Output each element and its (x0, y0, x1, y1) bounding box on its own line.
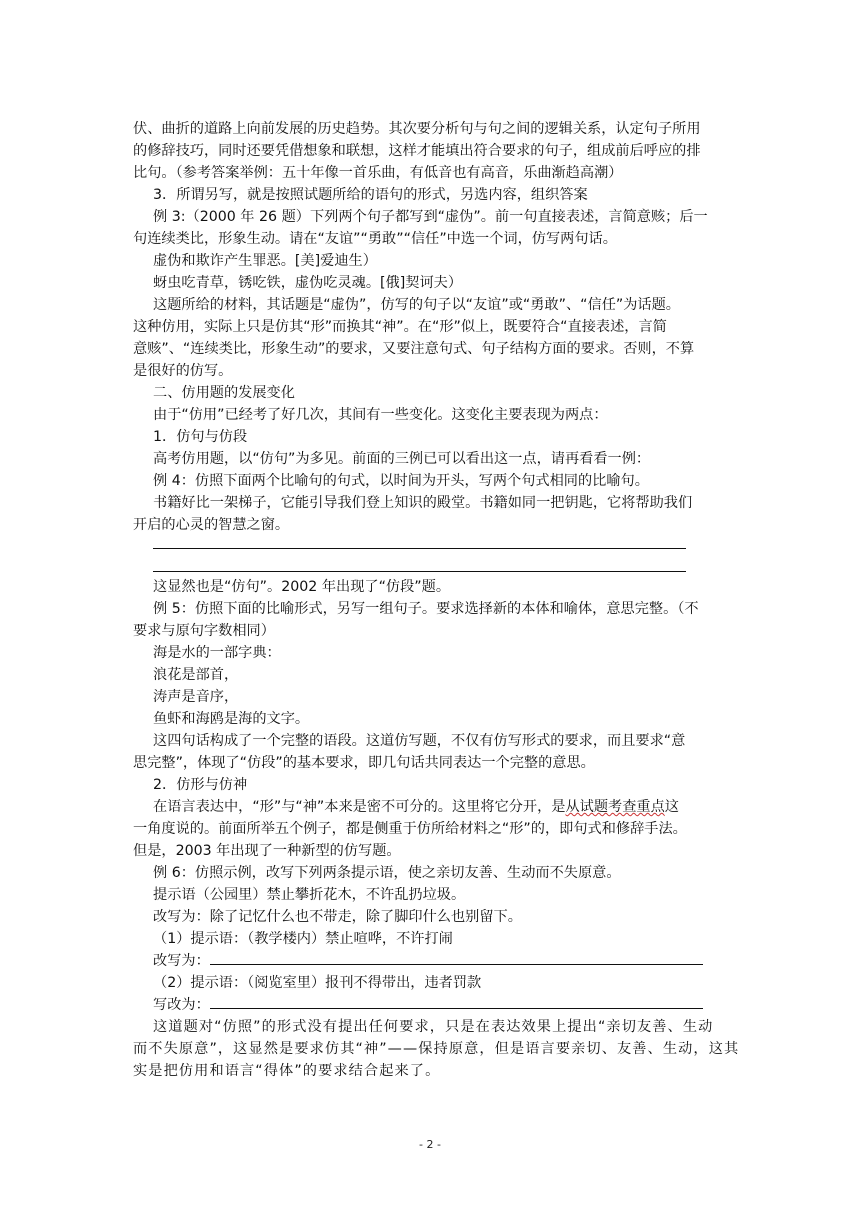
poem-line: 鱼虾和海鸥是海的文字。 (153, 711, 310, 727)
text-line: 是很好的仿写。 (133, 363, 233, 379)
section-heading-3: 3．所谓另写，就是按照试题所给的语句的形式，另选内容，组织答案 (153, 187, 588, 203)
text-line: 提示语（公园里）禁止攀折花木，不许乱扔垃圾。 (153, 887, 466, 903)
text-line: 这道题对“仿照”的形式没有提出任何要求，只是在表达效果上提出“亲切友善、生动 (153, 1019, 714, 1035)
prompt-item-2: （2）提示语：（阅览室里）报刊不得带出，违者罚款 (153, 975, 482, 991)
text-line: 实是把仿用和语言“得体”的要求结合起来了。 (133, 1063, 441, 1079)
paragraph-intro-continued (133, 118, 740, 536)
text-line (133, 796, 740, 818)
text-line: 由于“仿用”已经考了好几次，其间有一些变化。这变化主要表现为两点： (153, 407, 608, 423)
poem-line: 浪花是部首， (153, 667, 239, 683)
poem-line: 涛声是音序， (153, 689, 239, 705)
text-segment: 这 (664, 799, 679, 815)
text-line: 要求与原句字数相同） (133, 623, 275, 639)
text-line: 这种仿用，实际上只是仿其“形”而换其“神”。在“形”似上，既要符合“直接表述，言简 (133, 319, 667, 335)
prompt-item-1: （1）提示语：（教学楼内）禁止喧哗，不许打闹 (153, 931, 453, 947)
text-line: 的修辞技巧，同时还要凭借想象和联想，这样才能填出符合要求的句子，组成前后呼应的排 (133, 143, 701, 159)
quote-edison: 虚伪和欺诈产生罪恶。[美]爱迪生） (153, 253, 377, 269)
example-4-prompt: 例 4：仿照下面两个比喻句的句式，以时间为开头，写两个句式相同的比喻句。 (153, 473, 649, 489)
answer-line-2[interactable] (153, 571, 686, 572)
answer-label: 写改为： (153, 997, 210, 1013)
text-line: 而不失原意”，这显然是要求仿其“神”——保持原意，但是语言要亲切、友善、生动，这其 (133, 1041, 740, 1057)
example-3-prompt: 例 3:（2000 年 26 题）下列两个句子都写到“虚伪”。前一句直接表述，言简意赅；后一 (153, 209, 708, 225)
text-line: 思完整”，体现了“仿段”的基本要求，即几句话共同表达一个完整的意思。 (133, 755, 595, 771)
text-line: 比句。（参考答案举例：五十年像一首乐曲，有低音也有高音，乐曲渐趋高潮） (133, 165, 623, 181)
answer-row-1 (133, 950, 740, 972)
text-line: 伏、曲折的道路上向前发展的历史趋势。其次要分析句与句之间的逻辑关系，认定句子所用 (133, 121, 701, 137)
answer-line-1[interactable] (153, 548, 686, 549)
text-line: 这显然也是“仿句”。2002 年出现了“仿段”题。 (153, 579, 451, 595)
subsection-heading-1: 1．仿句与仿段 (153, 429, 248, 445)
answer-blank-2[interactable] (210, 994, 703, 1009)
answer-blank-1[interactable] (210, 950, 703, 965)
text-line: 句连续类比，形象生动。请在“友谊”“勇敢”“信任”中选一个词，仿写两句话。 (133, 231, 617, 247)
example-6-prompt: 例 6：仿照示例，改写下列两条提示语，使之亲切友善、生动而不失原意。 (153, 865, 621, 881)
section-heading-2: 二、仿用题的发展变化 (153, 385, 295, 401)
text-line: 意赅”、“连续类比，形象生动”的要求，又要注意句式、句子结构方面的要求。否则，不算 (133, 341, 695, 357)
text-line: 但是，2003 年出现了一种新型的仿写题。 (133, 843, 401, 859)
answer-row-2 (133, 994, 740, 1016)
paragraph-examples (133, 576, 740, 1082)
answer-label: 改写为： (153, 953, 210, 969)
quote-chekhov: 蚜虫吃青草，锈吃铁，虚伪吃灵魂。[俄]契诃夫） (153, 275, 463, 291)
example-5-prompt: 例 5：仿照下面的比喻形式，另写一组句子。要求选择新的本体和喻体，意思完整。（不 (153, 601, 699, 617)
text-line: 一角度说的。前面所举五个例子，都是侧重于仿所给材料之“形”的，即句式和修辞手法。 (133, 821, 687, 837)
text-line: 高考仿用题，以“仿句”为多见。前面的三例已可以看出这一点，请再看看一例： (153, 451, 651, 467)
text-line: 这题所给的材料，其话题是“虚伪”，仿写的句子以“友谊”或“勇敢”、“信任”为话题。 (153, 297, 680, 313)
text-line: 书籍好比一架梯子，它能引导我们登上知识的殿堂。书籍如同一把钥匙，它将帮助我们 (153, 495, 693, 511)
subsection-heading-2: 2．仿形与仿神 (153, 777, 248, 793)
text-line: 这四句话构成了一个完整的语段。这道仿写题，不仅有仿写形式的要求，而且要求“意 (153, 733, 686, 749)
text-line: 改写为：除了记忆什么也不带走，除了脚印什么也别留下。 (153, 909, 522, 925)
text-line: 开启的心灵的智慧之窗。 (133, 517, 290, 533)
page-number: - 2 - (419, 1138, 441, 1151)
text-segment: 在语言表达中，“形”与“神”本来是密不可分的。这里将它分开，是 (153, 799, 566, 815)
spellcheck-underlined-text: 从试题考查重点 (565, 799, 665, 815)
poem-line: 海是水的一部字典： (153, 645, 281, 661)
